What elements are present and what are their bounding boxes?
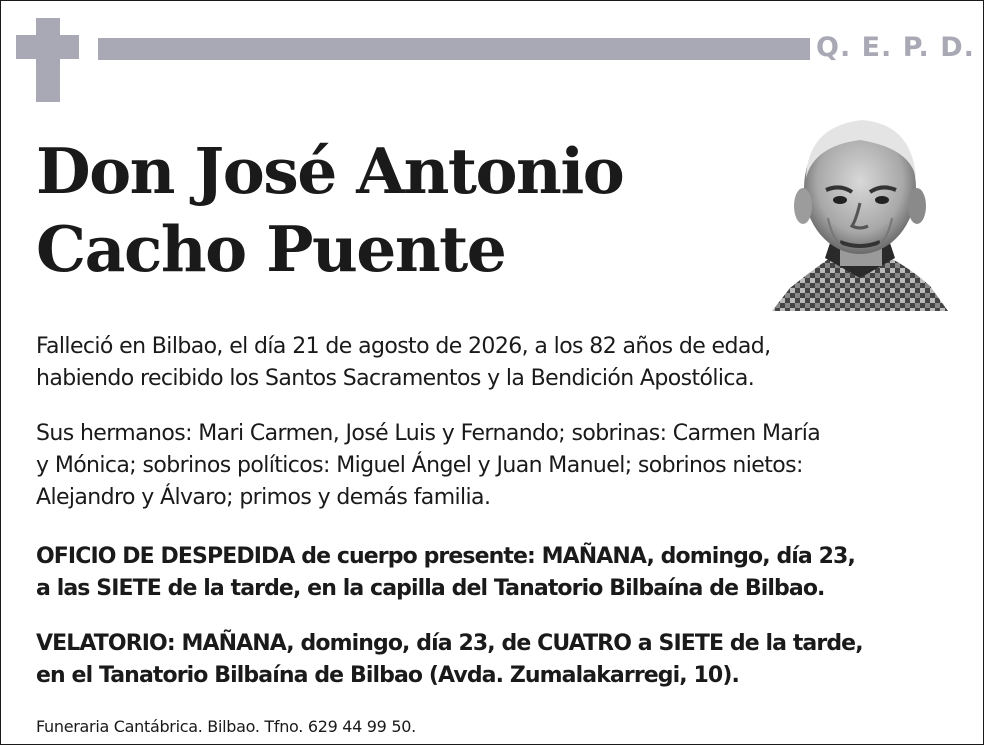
name-line-2: Cacho Puente: [36, 212, 506, 286]
cross-icon-bar: [16, 35, 79, 59]
portrait-photo: [770, 108, 950, 311]
death-paragraph: [36, 331, 956, 395]
name-line-1: Don José Antonio: [36, 134, 624, 208]
paragraph-line: Alejandro y Álvaro; primos y demás familia.: [36, 485, 491, 510]
paragraph-line: en el Tanatorio Bilbaína de Bilbao (Avda. Zumalakarregi, 10).: [36, 663, 739, 688]
wake-paragraph: [36, 628, 956, 692]
paragraph-line: OFICIO DE DESPEDIDA de cuerpo presente: MAÑANA, domingo, día 23,: [36, 544, 855, 569]
funeral-home-footer: Funeraria Cantábrica. Bilbao. Tfno. 629 44 99 50.: [36, 717, 416, 736]
header-rule: [98, 38, 810, 60]
paragraph-line: Falleció en Bilbao, el día 21 de agosto de 2026, a los 82 años de edad,: [36, 334, 771, 359]
family-paragraph: [36, 418, 956, 514]
cross-icon: [36, 18, 60, 102]
funeral-paragraph: [36, 541, 956, 605]
paragraph-line: habiendo recibido los Santos Sacramentos y la Bendición Apostólica.: [36, 366, 755, 391]
qepd-label: Q. E. P. D.: [816, 32, 975, 63]
deceased-name: [36, 132, 756, 288]
paragraph-line: a las SIETE de la tarde, en la capilla del Tanatorio Bilbaína de Bilbao.: [36, 576, 825, 601]
paragraph-line: VELATORIO: MAÑANA, domingo, día 23, de CUATRO a SIETE de la tarde,: [36, 631, 863, 656]
paragraph-line: Sus hermanos: Mari Carmen, José Luis y Fernando; sobrinas: Carmen María: [36, 421, 821, 446]
paragraph-line: y Mónica; sobrinos políticos: Miguel Ángel y Juan Manuel; sobrinos nietos:: [36, 453, 803, 478]
